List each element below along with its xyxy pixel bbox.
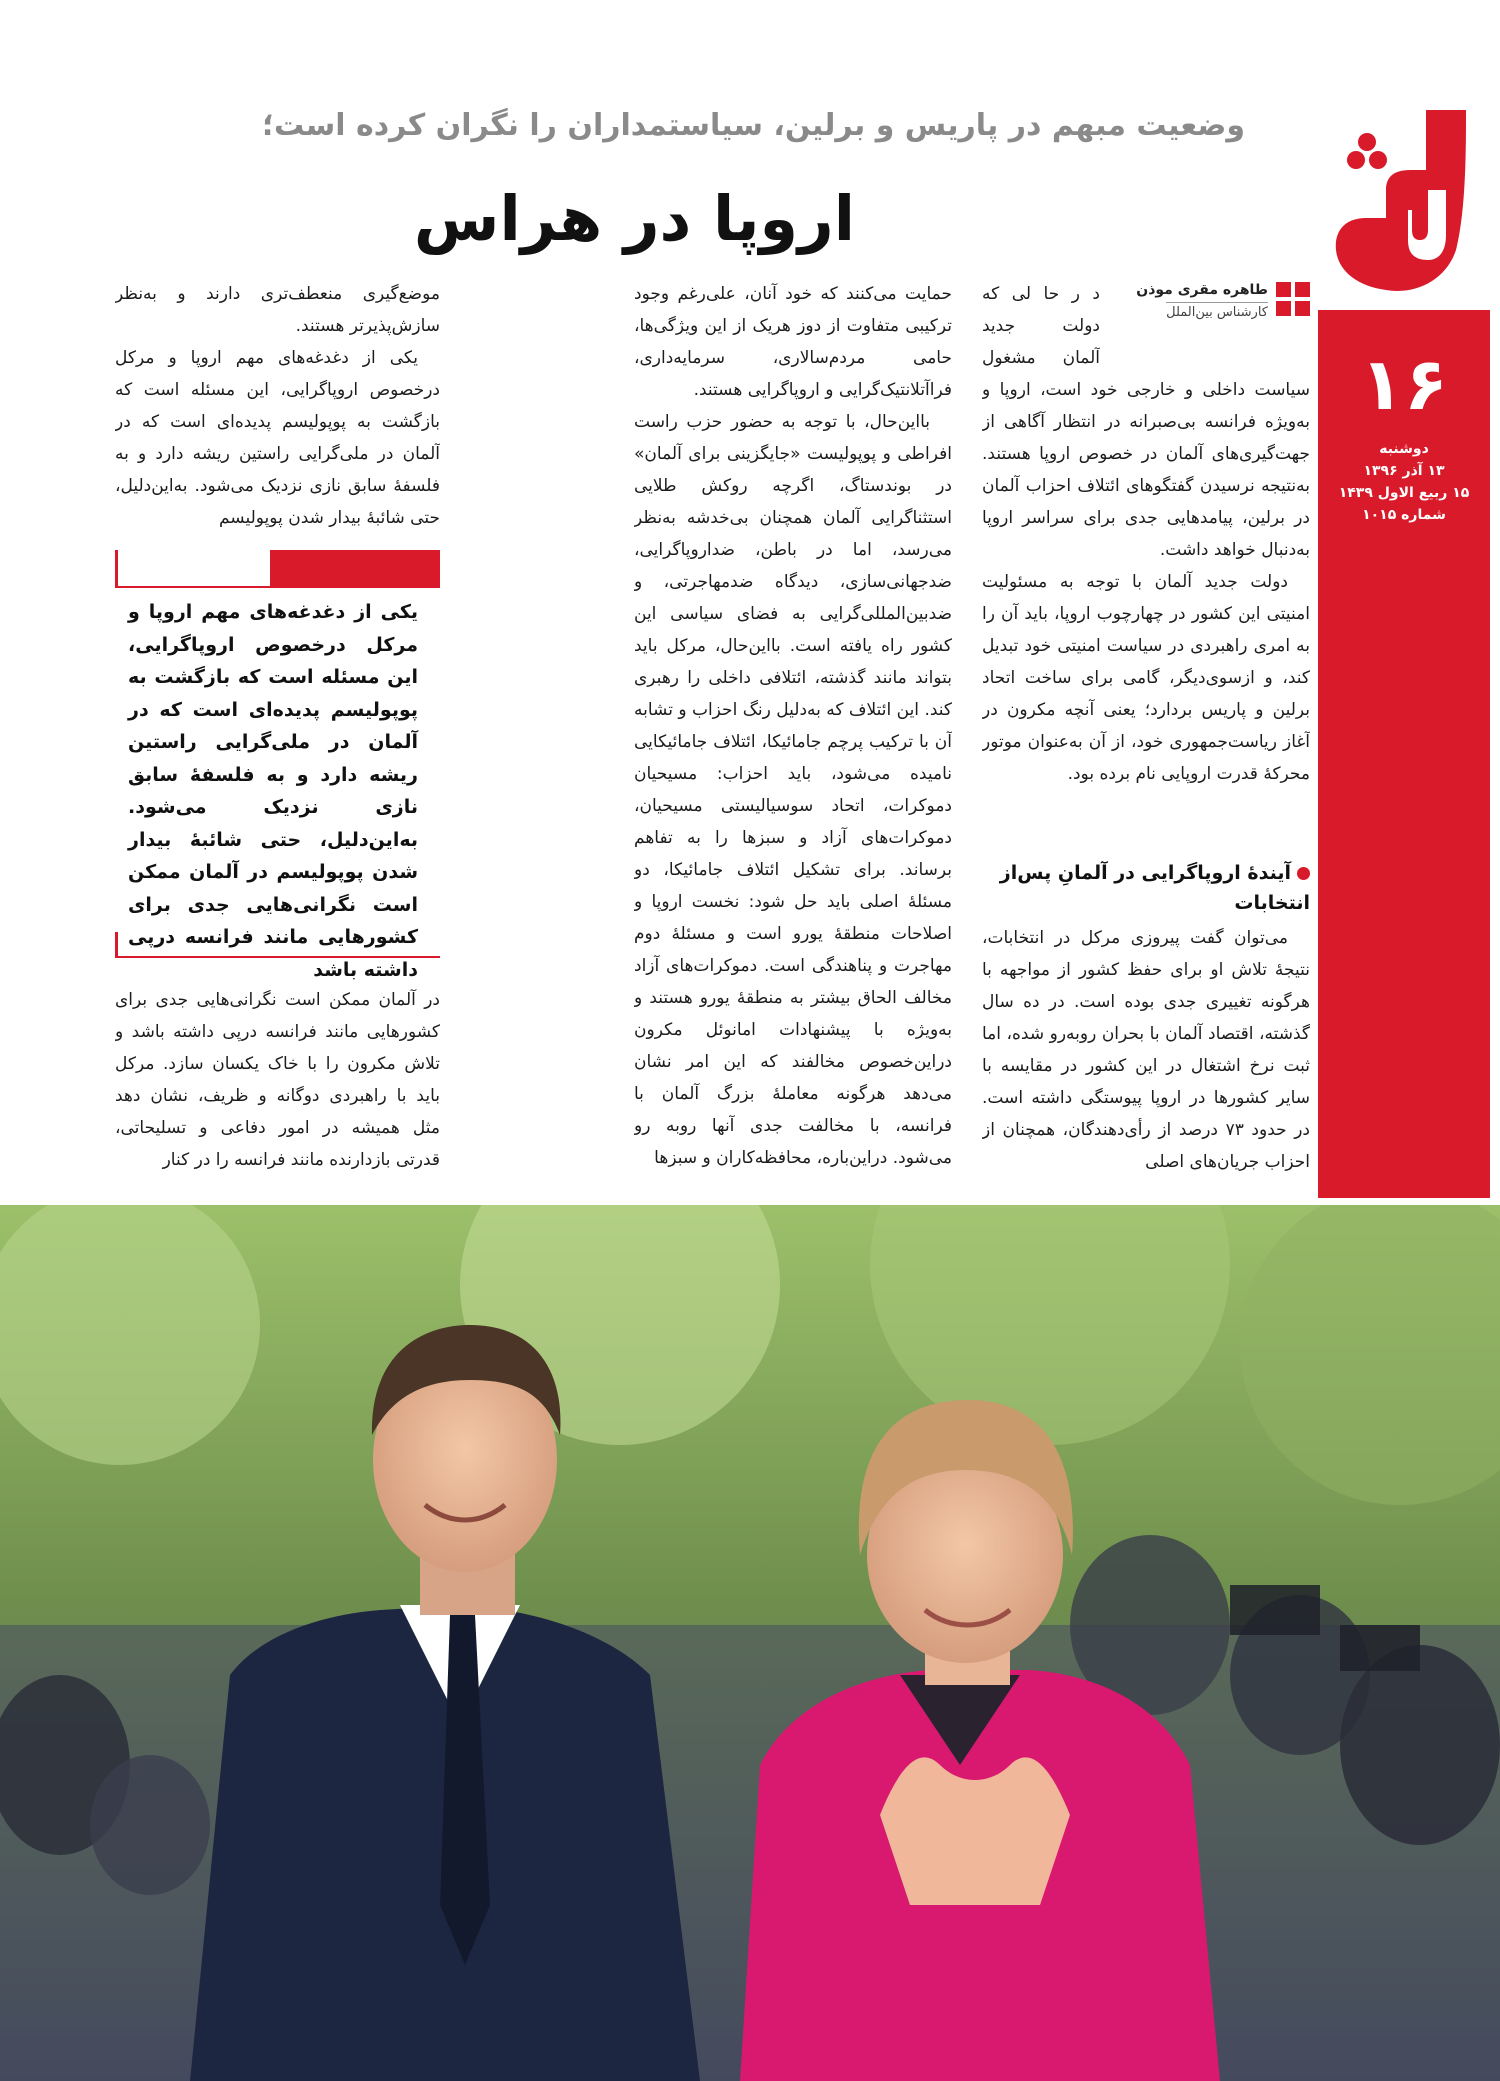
- article-photo: [0, 1205, 1500, 2081]
- section-subhead: [982, 858, 1310, 918]
- author-name: طاهره مقری موذن: [1136, 282, 1268, 298]
- logo-graphic: [1316, 90, 1478, 305]
- column-2-paragraph-1: حمایت می‌کنند که خود آنان، علی‌رغم وجود ترکیبی متفاوت از دوز هریک از این ویژگی‌ها، حامی مردم‌سالاری، سرمایه‌داری، فراآتلانتیک‌گرایی و اروپاگرایی هستند.: [634, 284, 952, 400]
- author-role: کارشناس بین‌الملل: [1166, 302, 1268, 320]
- author-mark-icon: [1276, 282, 1310, 316]
- bullet-icon: [1297, 867, 1310, 880]
- pull-quote: [115, 550, 440, 981]
- page-sidebar: [1318, 310, 1490, 1198]
- pull-quote-corner-rule: [115, 932, 118, 958]
- pull-quote-text: یکی از دغدغه‌های مهم اروپا و مرکل درخصوص اروپاگرایی، این مسئله است که بازگشت به پوپولیسم پدیده‌ای است که در آلمان در ملی‌گرایی راستین ریشه دارد و به فلسفهٔ سابق نازی نزدیک می‌شود. به‌این‌دلیل، حتی شائبهٔ بیدار شدن پوپولیسم در آلمان ممکن است نگرانی‌هایی جدی برای کشورهایی مانند فرانسه درپی داشته باشد: [128, 601, 418, 981]
- column-1-intro-text: د ر حا لی که دولت جدید آلمان مشغول: [982, 284, 1100, 368]
- weekday: دوشنبه: [1379, 441, 1429, 457]
- page-number: ۱۶: [1360, 342, 1448, 426]
- photo-illustration: [0, 1205, 1500, 2081]
- magazine-logo: [1316, 90, 1478, 305]
- issue-number: شماره ۱۰۱۵: [1362, 507, 1446, 523]
- column-3-paragraph-2: یکی از دغدغه‌های مهم اروپا و مرکل درخصوص اروپاگرایی، این مسئله است که بازگشت به پوپولیسم پدیده‌ای است که در آلمان در ملی‌گرایی راستین ریشه دارد و به فلسفهٔ سابق نازی نزدیک می‌شود. به‌این‌دلیل، حتی شائبهٔ بیدار شدن پوپولیسم: [115, 348, 440, 528]
- section-subhead-text: آیندهٔ اروپاگرایی در آلمانِ پس‌از انتخابات: [999, 862, 1310, 914]
- pull-quote-top-rule: [115, 586, 440, 588]
- date-solar: ۱۳ آذر ۱۳۹۶: [1363, 463, 1445, 479]
- logo-text: شما: [1316, 90, 1318, 91]
- column-1-continued: [982, 922, 1310, 1184]
- column-2: [634, 278, 952, 1183]
- column-1-paragraph-2: دولت جدید آلمان با توجه به مسئولیت امنیتی این کشور در چهارچوب اروپا، باید آن را به امری راهبردی در سیاست امنیتی خود تبدیل کند، و ازسوی‌دیگر، گامی برای ساخت اتحاد برلین و پاریس بردارد؛ یعنی آنچه مکرون در آغاز ریاست‌جمهوری خود، از آن به‌عنوان موتور محرکهٔ قدرت اروپایی نام برده بود.: [982, 572, 1310, 784]
- pull-quote-red-bar: [270, 550, 440, 586]
- column-3: [115, 278, 440, 533]
- column-2-paragraph-2: بااین‌حال، با توجه به حضور حزب راست افراطی و پوپولیست «جایگزینی برای آلمان» در بوندستاگ، اگرچه روکش طلایی استثناگرایی آلمان همچنان بی‌خدشه به‌نظر می‌رسد، اما در باطن، ضداروپاگرایی، ضدجهانی‌سازی، دیدگاه ضدمهاجرتی، و ضدبین‌المللی‌گرایی به فضای سیاسی این کشور راه یافته است. بااین‌حال، مرکل باید بتواند مانند گذشته، ائتلافی داخلی را رهبری کند. این ائتلاف که به‌دلیل رنگ احزاب و تشابه آن با ترکیب پرچم جامائیکا، ائتلاف جامائیکایی نامیده می‌شود، باید احزاب: مسیحیان دموکرات، اتحاد سوسیالیستی مسیحیان، دموکرات‌های آزاد و سبزها را به تفاهم برساند. برای تشکیل ائتلاف جامائیکا، دو مسئلهٔ اصلی باید حل شود: نخست اروپا و اصلاحات منطقهٔ یورو است و مسئلهٔ دوم مهاجرت و پناهندگی است. دموکرات‌های آزاد مخالف الحاق بیشتر به منطقهٔ یورو هستند و به‌ویژه با پیشنهادات امانوئل مکرون دراین‌خصوص مخالفند که این امر نشان می‌دهد هرگونه معاملهٔ بزرگ آلمان با فرانسه، با مخالفت جدی آنها روبه رو می‌شود. دراین‌باره، محافظه‌کاران و سبزها: [634, 412, 952, 1168]
- pull-quote-left-rule: [115, 550, 118, 588]
- pull-quote-bottom-rule: [115, 956, 440, 958]
- column-3-paragraph-1: موضع‌گیری منعطف‌تری دارند و به‌نظر سازش‌پذیرتر هستند.: [115, 284, 440, 336]
- article-headline: اروپا در هراس: [413, 182, 855, 255]
- column-1-intro: [982, 278, 1100, 378]
- date-lunar: ۱۵ ربیع الاول ۱۴۳۹: [1338, 485, 1470, 501]
- column-1-paragraph-3: می‌توان گفت پیروزی مرکل در انتخابات، نتیجهٔ تلاش او برای حفظ کشور از مواجهه با هرگونه تغییری جدی بوده است. در ده سال گذشته، اقتصاد آلمان با بحران روبه‌رو شده، اما ثبت نرخ اشتغال در این کشور در مقایسه با سایر کشورها در اروپا پیوستگی داشته است. در حدود ۷۳ درصد از رأی‌دهندگان، همچنان از احزاب جریان‌های اصلی: [982, 928, 1310, 1172]
- column-1-paragraph-1: سیاست داخلی و خارجی خود است، اروپا و به‌ویژه فرانسه بی‌صبرانه در انتظار آگاهی از جهت‌گیری‌های آلمان در خصوص اروپا هستند. به‌نتیجه نرسیدن گفتگوهای ائتلاف احزاب آلمان در برلین، پیامدهایی جدی برای سراسر اروپا به‌دنبال خواهد داشت.: [982, 380, 1310, 560]
- article-kicker: وضعیت مبهم در پاریس و برلین، سیاستمداران را نگران کرده است؛: [262, 108, 1245, 143]
- column-3-continued: [115, 984, 440, 1184]
- column-3-paragraph-3: در آلمان ممکن است نگرانی‌هایی جدی برای کشورهایی مانند فرانسه درپی داشته باشد و تلاش مکرون را با خاک یکسان سازد. مرکل باید با راهبردی دوگانه و ظریف، نشان دهد مثل همیشه در امور دفاعی و تسلیحاتی، قدرتی بازدارنده مانند فرانسه را در کنار: [115, 990, 440, 1170]
- column-1-body: [982, 374, 1310, 844]
